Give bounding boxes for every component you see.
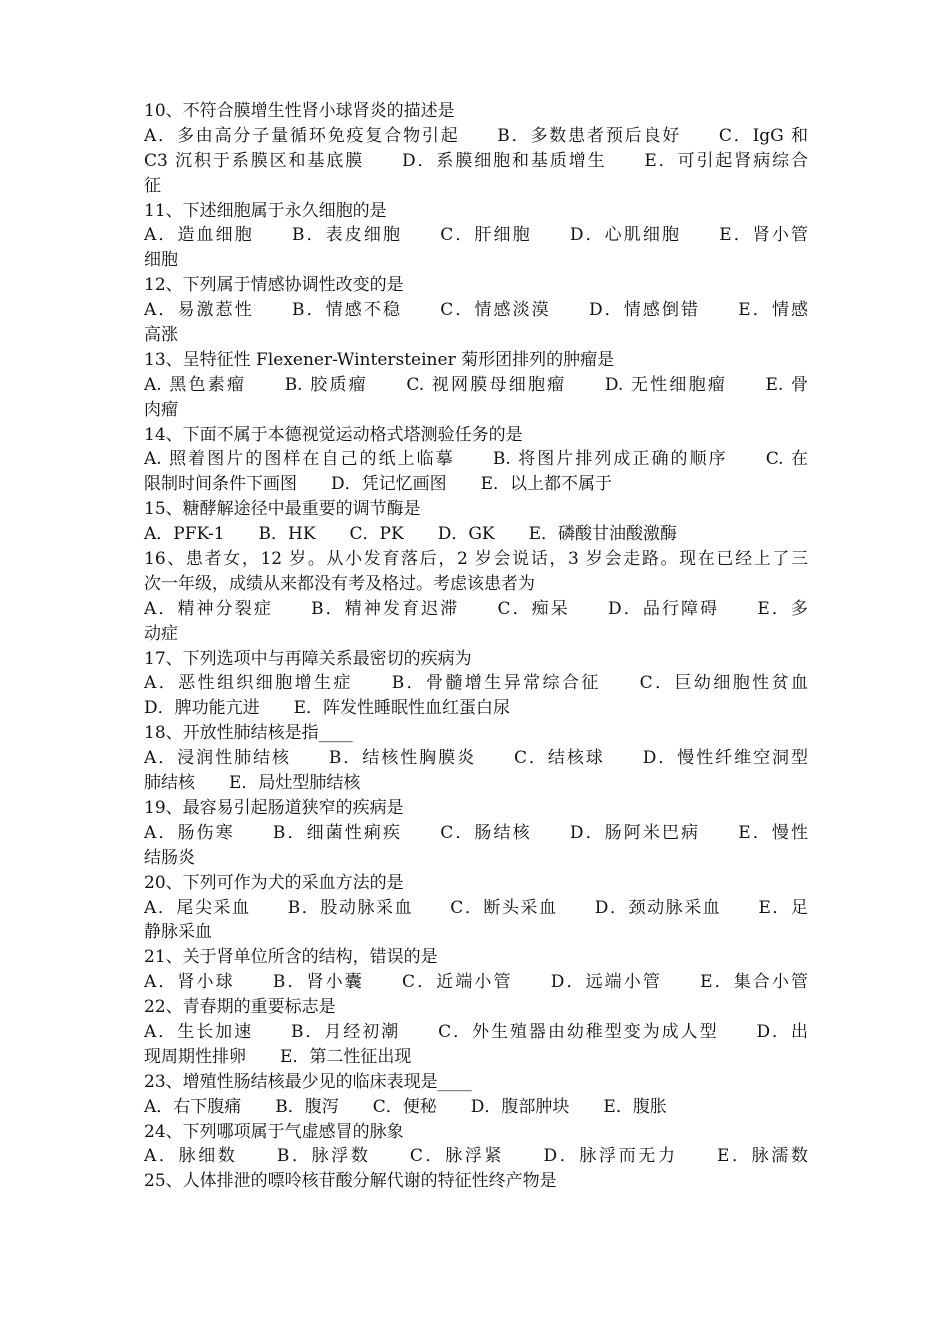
text-line: 限制时间条件下画图 D．凭记忆画图 E．以上都不属于	[144, 474, 613, 495]
text-line: 17、下列选项中与再障关系最密切的疾病为	[144, 648, 472, 669]
text-line: 现周期性排卵 E．第二性征出现	[144, 1046, 412, 1067]
text-line: 高涨	[144, 325, 178, 346]
text-line: A．浸润性肺结核 B．结核性胸膜炎 C．结核球 D．慢性纤维空洞型	[144, 748, 808, 769]
text-line: 15、糖酵解途径中最重要的调节酶是	[144, 499, 421, 520]
text-line: A．右下腹痛 B．腹泻 C．便秘 D．腹部肿块 E．腹胀	[144, 1096, 667, 1117]
text-line: 静脉采血	[144, 922, 212, 943]
text-line: 结肠炎	[144, 847, 195, 868]
text-line: A. 照着图片的图样在自己的纸上临摹 B. 将图片排列成正确的顺序 C. 在	[144, 449, 808, 470]
text-line: A．脉细数 B．脉浮数 C．脉浮紧 D．脉浮而无力 E．脉濡数	[144, 1146, 808, 1167]
text-line: A．恶性组织细胞增生症 B．骨髓增生异常综合征 C．巨幼细胞性贫血	[144, 673, 808, 694]
text-line: A．尾尖采血 B．股动脉采血 C．断头采血 D．颈动脉采血 E．足	[144, 897, 808, 918]
text-line: 征	[144, 175, 161, 196]
text-line: 12、下列属于情感协调性改变的是	[144, 275, 404, 296]
text-line: 细胞	[144, 250, 178, 271]
text-line: A．造血细胞 B．表皮细胞 C．肝细胞 D．心肌细胞 E．肾小管	[144, 225, 808, 246]
text-line: A．肾小球 B．肾小囊 C．近端小管 D．远端小管 E．集合小管	[144, 972, 808, 993]
text-line: D．脾功能亢进 E．阵发性睡眠性血红蛋白尿	[144, 698, 511, 719]
text-line: 18、开放性肺结核是指____	[144, 723, 353, 744]
text-line: 25、人体排泄的嘌呤核苷酸分解代谢的特征性终产物是	[144, 1171, 557, 1192]
text-line: 肉瘤	[144, 399, 178, 420]
text-line: 20、下列可作为犬的采血方法的是	[144, 872, 404, 893]
text-line: 动症	[144, 623, 178, 644]
text-line: 14、下面不属于本德视觉运动格式塔测验任务的是	[144, 424, 523, 445]
text-line: 23、增殖性肠结核最少见的临床表现是____	[144, 1071, 472, 1092]
text-line: 次一年级，成绩从来都没有考及格过。考虑该患者为	[144, 573, 535, 594]
text-line: 21、关于肾单位所含的结构，错误的是	[144, 947, 438, 968]
text-line: 19、最容易引起肠道狭窄的疾病是	[144, 797, 404, 818]
text-line: A．精神分裂症 B．精神发育迟滞 C．痴呆 D．品行障碍 E．多	[144, 598, 808, 619]
text-line: A．肠伤寒 B．细菌性痢疾 C．肠结核 D．肠阿米巴病 E．慢性	[144, 822, 808, 843]
text-line: 16、患者女，12 岁。从小发育落后，2 岁会说话，3 岁会走路。现在已经上了三	[144, 549, 808, 570]
question-text-block	[144, 99, 808, 1194]
text-line: 10、不符合膜增生性肾小球肾炎的描述是	[144, 101, 455, 121]
text-line: A．PFK-1 B．HK C．PK D．GK E．磷酸甘油酸激酶	[144, 524, 678, 545]
text-line: 肺结核 E．局灶型肺结核	[144, 773, 361, 794]
text-line: A．易激惹性 B．情感不稳 C．情感淡漠 D．情感倒错 E．情感	[144, 300, 808, 321]
text-line: A．多由高分子量循环免疫复合物引起 B．多数患者预后良好 C．IgG 和	[144, 125, 808, 146]
text-line: 13、呈特征性 Flexener-Wintersteiner 菊形团排列的肿瘤是	[144, 349, 615, 370]
text-line: A．生长加速 B．月经初潮 C．外生殖器由幼稚型变为成人型 D．出	[144, 1021, 808, 1042]
text-line: 24、下列哪项属于气虚感冒的脉象	[144, 1121, 404, 1142]
text-line: 22、青春期的重要标志是	[144, 997, 336, 1018]
text-line: A. 黑色素瘤 B. 胶质瘤 C. 视网膜母细胞瘤 D. 无性细胞瘤 E. 骨	[144, 374, 808, 395]
text-line: C3 沉积于系膜区和基底膜 D．系膜细胞和基质增生 E．可引起肾病综合	[144, 150, 808, 171]
text-line: 11、下述细胞属于永久细胞的是	[144, 200, 387, 221]
